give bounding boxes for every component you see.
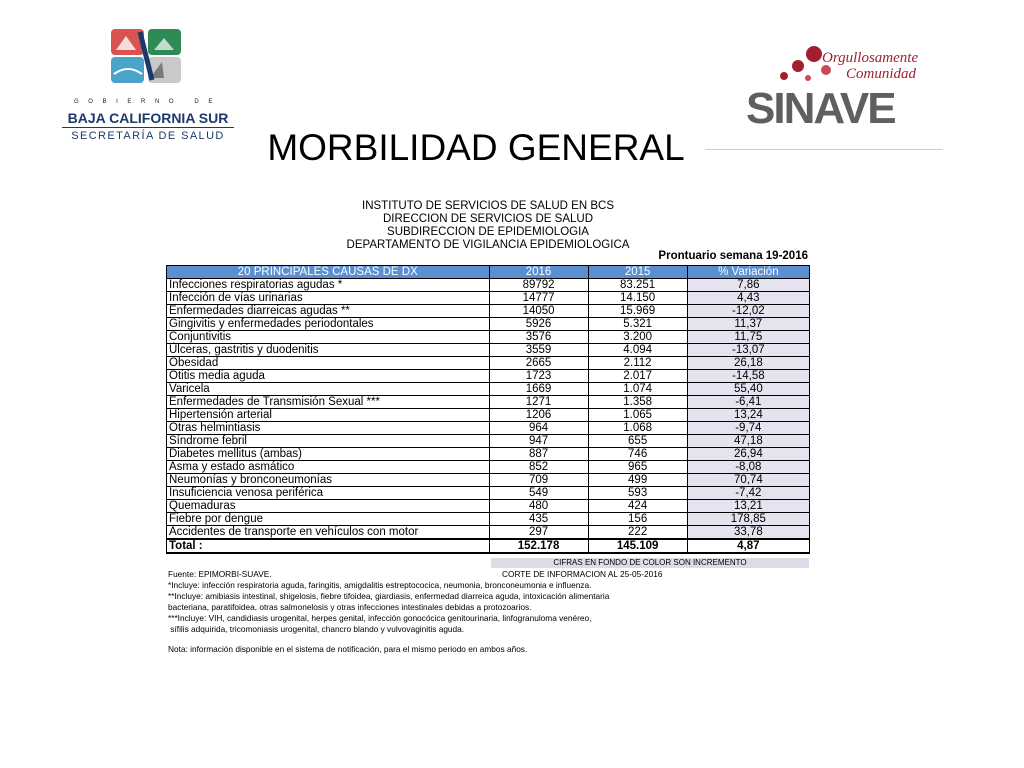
value-2015-cell: 1.358 [588, 396, 687, 409]
value-2016-cell: 947 [489, 435, 588, 448]
table-row [167, 435, 810, 448]
tagline-comunidad: Comunidad [846, 66, 917, 82]
cause-cell: Hipertensión arterial [167, 409, 490, 422]
value-2015-cell: 1.074 [588, 383, 687, 396]
cause-cell: Neumonías y bronconeumonías [167, 474, 490, 487]
value-2016-cell: 297 [489, 526, 588, 540]
cause-cell: Gingivitis y enfermedades periodontales [167, 318, 490, 331]
table-row [167, 344, 810, 357]
gobierno-label: GOBIERNO DE [74, 99, 222, 105]
source-note: Fuente: EPIMORBI-SUAVE. [168, 569, 272, 579]
cause-cell: Enfermedades de Transmisión Sexual *** [167, 396, 490, 409]
value-2016-cell: 1206 [489, 409, 588, 422]
secretaria-label: SECRETARÍA DE SALUD [71, 130, 225, 142]
value-2016-cell: 549 [489, 487, 588, 500]
state-emblem-icon [110, 28, 182, 84]
variation-cell: 13,24 [687, 409, 809, 422]
total-variation-cell: 4,87 [687, 539, 809, 553]
variation-cell: 70,74 [687, 474, 809, 487]
morbidity-table [166, 265, 810, 554]
value-2016-cell: 1723 [489, 370, 588, 383]
tagline-orgullosamente: Orgullosamente [822, 50, 919, 66]
department-line: DEPARTAMENTO DE VIGILANCIA EPIDEMIOLOGICA [346, 239, 630, 251]
table-row [167, 513, 810, 526]
value-2016-cell: 2665 [489, 357, 588, 370]
cause-cell: Insuficiencia venosa periférica [167, 487, 490, 500]
logo-sinave [740, 44, 940, 134]
table-row [167, 500, 810, 513]
state-name: BAJA CALIFORNIA SUR [67, 110, 229, 126]
value-2016-cell: 3559 [489, 344, 588, 357]
value-2015-cell: 156 [588, 513, 687, 526]
variation-cell: 4,43 [687, 292, 809, 305]
variation-cell: 55,40 [687, 383, 809, 396]
table-row [167, 305, 810, 318]
value-2016-cell: 89792 [489, 279, 588, 292]
cause-cell: Infecciones respiratorias agudas * [167, 279, 490, 292]
sinave-wordmark: SINAVE [746, 84, 895, 133]
variation-cell: 26,18 [687, 357, 809, 370]
value-2015-cell: 5.321 [588, 318, 687, 331]
value-2016-cell: 852 [489, 461, 588, 474]
variation-cell: 7,86 [687, 279, 809, 292]
footnotes [168, 569, 808, 655]
value-2015-cell: 746 [588, 448, 687, 461]
cause-cell: Obesidad [167, 357, 490, 370]
value-2016-cell: 709 [489, 474, 588, 487]
cause-cell: Varicela [167, 383, 490, 396]
value-2016-cell: 480 [489, 500, 588, 513]
table-row [167, 279, 810, 292]
table-row [167, 526, 810, 540]
cause-cell: Fiebre por dengue [167, 513, 490, 526]
value-2015-cell: 15.969 [588, 305, 687, 318]
value-2015-cell: 655 [588, 435, 687, 448]
total-value-2016-cell: 152.178 [489, 539, 588, 553]
value-2015-cell: 4.094 [588, 344, 687, 357]
value-2016-cell: 887 [489, 448, 588, 461]
cause-cell: Enfermedades diarreicas agudas ** [167, 305, 490, 318]
table-row [167, 396, 810, 409]
value-2015-cell: 2.017 [588, 370, 687, 383]
page-title: MORBILIDAD GENERAL [267, 127, 685, 168]
variation-cell: -12,02 [687, 305, 809, 318]
total-value-2015-cell: 145.109 [588, 539, 687, 553]
institution-line: INSTITUTO DE SERVICIOS DE SALUD EN BCS [362, 200, 614, 212]
value-2016-cell: 14050 [489, 305, 588, 318]
cause-cell: Otitis media aguda [167, 370, 490, 383]
direction-line: DIRECCION DE SERVICIOS DE SALUD [382, 213, 594, 225]
variation-cell: 11,37 [687, 318, 809, 331]
table-row [167, 487, 810, 500]
cause-cell: Infección de vías urinarias [167, 292, 490, 305]
value-2016-cell: 1271 [489, 396, 588, 409]
increment-legend: CIFRAS EN FONDO DE COLOR SON INCREMENTO [491, 558, 809, 568]
col-header-variation: % Variación [687, 266, 809, 279]
value-2016-cell: 5926 [489, 318, 588, 331]
table-row [167, 461, 810, 474]
cause-cell: Síndrome febril [167, 435, 490, 448]
variation-cell: 178,85 [687, 513, 809, 526]
value-2015-cell: 593 [588, 487, 687, 500]
value-2015-cell: 1.068 [588, 422, 687, 435]
variation-cell: -7,42 [687, 487, 809, 500]
variation-cell: -8,08 [687, 461, 809, 474]
cause-cell: Asma y estado asmático [167, 461, 490, 474]
cause-cell: Conjuntivitis [167, 331, 490, 344]
footnote-ets-1: ***Incluye: VIH, candidiasis urogenital, herpes genital, infección gonocócica genitourinaria, linfogranuloma venéreo, [168, 613, 592, 623]
value-2015-cell: 3.200 [588, 331, 687, 344]
variation-cell: -13,07 [687, 344, 809, 357]
cutoff-note: CORTE DE INFORMACION AL 25-05-2016 [502, 569, 663, 579]
variation-cell: 11,75 [687, 331, 809, 344]
cause-cell: Úlceras, gastritis y duodenitis [167, 344, 490, 357]
table-row [167, 422, 810, 435]
variation-cell: -9,74 [687, 422, 809, 435]
col-header-2015: 2015 [588, 266, 687, 279]
total-cause-cell: Total : [167, 539, 490, 553]
table-row [167, 370, 810, 383]
value-2015-cell: 83.251 [588, 279, 687, 292]
table-row [167, 318, 810, 331]
value-2015-cell: 499 [588, 474, 687, 487]
table-row [167, 409, 810, 422]
footnote-nota: Nota: información disponible en el sistema de notificación, para el mismo periodo en ambos años. [168, 644, 528, 654]
value-2015-cell: 222 [588, 526, 687, 540]
value-2015-cell: 2.112 [588, 357, 687, 370]
footnote-ira: *Incluye: infección respiratoria aguda, faringitis, amigdalitis estreptococica, neumonia, bronconeumonia e influenza. [168, 580, 592, 590]
value-2016-cell: 3576 [489, 331, 588, 344]
table-row [167, 448, 810, 461]
col-header-causes: 20 PRINCIPALES CAUSAS DE DX [167, 266, 490, 279]
variation-cell: -6,41 [687, 396, 809, 409]
variation-cell: 13,21 [687, 500, 809, 513]
cause-cell: Accidentes de transporte en vehículos con motor [167, 526, 490, 540]
value-2015-cell: 1.065 [588, 409, 687, 422]
value-2016-cell: 1669 [489, 383, 588, 396]
value-2016-cell: 435 [489, 513, 588, 526]
cause-cell: Diabetes mellitus (ambas) [167, 448, 490, 461]
footnote-ets-2: sífilis adquirida, tricomoniasis urogenital, chancro blando y vulvovaginitis aguda. [168, 624, 465, 634]
cause-cell: Quemaduras [167, 500, 490, 513]
table-row [167, 383, 810, 396]
cause-cell: Otras helmintiasis [167, 422, 490, 435]
footnote-eda-2: bacteriana, paratifoidea, otras salmonelosis y otras infecciones intestinales debidas a protozoarios. [168, 602, 532, 612]
value-2015-cell: 965 [588, 461, 687, 474]
value-2015-cell: 424 [588, 500, 687, 513]
variation-cell: 47,18 [687, 435, 809, 448]
variation-cell: 33,78 [687, 526, 809, 540]
footnote-eda-1: **Incluye: amibiasis intestinal, shigelosis, fiebre tifoidea, giardiasis, enfermedad diarreica aguda, intoxicación alimentaria [168, 591, 610, 601]
value-2016-cell: 14777 [489, 292, 588, 305]
value-2016-cell: 964 [489, 422, 588, 435]
table-row [167, 474, 810, 487]
col-header-2016: 2016 [489, 266, 588, 279]
total-row [167, 539, 810, 553]
variation-cell: 26,94 [687, 448, 809, 461]
table-row [167, 292, 810, 305]
table-row [167, 331, 810, 344]
prontuario-label: Prontuario semana 19-2016 [658, 250, 808, 262]
subdirection-line: SUBDIRECCION DE EPIDEMIOLOGIA [387, 226, 589, 238]
value-2015-cell: 14.150 [588, 292, 687, 305]
table-row [167, 357, 810, 370]
variation-cell: -14,58 [687, 370, 809, 383]
table-header-row [167, 266, 810, 279]
